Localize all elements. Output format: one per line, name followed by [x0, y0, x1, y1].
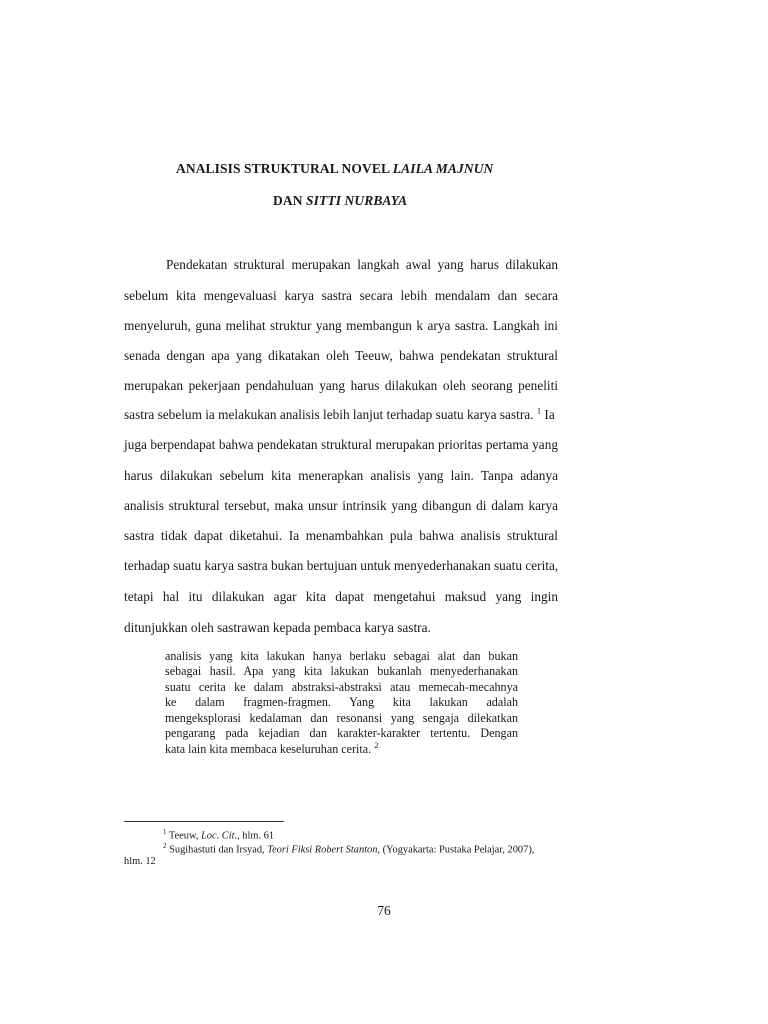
footnote-1-italic: Loc. Cit: [201, 830, 235, 842]
footnote-1-text-after: ., hlm. 61: [234, 830, 275, 842]
paragraph-line: senada dengan apa yang dikatakan oleh Teeuw, bahwa pendekatan struktural: [124, 348, 558, 363]
paragraph-line-tail: Ia: [544, 407, 555, 422]
quote-line: ke dalam fragmen-fragmen. Yang kita lakukan adalah: [165, 695, 518, 709]
paragraph-line: harus dilakukan sebelum kita menerapkan analisis yang lain. Tanpa adanya: [124, 468, 558, 483]
title-line-1-italic: LAILA MAJNUN: [392, 161, 494, 176]
paragraph-line: terhadap suatu karya sastra bukan bertujuan untuk menyederhanakan suatu cerita,: [124, 558, 559, 573]
footnote-reference-2: 2: [374, 739, 379, 750]
paragraph-line: merupakan pekerjaan pendahuluan yang harus dilakukan oleh seorang peneliti: [124, 378, 558, 393]
footnote-2-italic: Teori Fiksi Robert Stanton: [267, 844, 378, 856]
paragraph-line: juga berpendapat bahwa pendekatan struktural merupakan prioritas pertama yang: [124, 437, 558, 452]
quote-line-text: kata lain kita membaca keseluruhan cerita.: [165, 742, 372, 756]
title-line-1-text: ANALISIS STRUKTURAL NOVEL: [176, 161, 390, 176]
footnote-1-mark: 1: [163, 828, 167, 836]
footnote-2: [163, 840, 534, 856]
paragraph-line: analisis struktural tersebut, maka unsur intrinsik yang dibangun di dalam karya: [124, 498, 558, 513]
footnote-1-text-before: Teeuw,: [168, 830, 199, 842]
quote-line-with-footnote: [165, 739, 518, 756]
paragraph-line: menyeluruh, guna melihat struktur yang membangun k arya sastra. Langkah ini: [124, 318, 558, 333]
footnote-separator: [124, 821, 284, 822]
paragraph-line: sastra tidak dapat diketahui. Ia menambahkan pula bahwa analisis struktural: [124, 528, 558, 543]
title-line-2-text: DAN: [273, 193, 303, 208]
quote-line: mengeksplorasi kedalaman dan resonansi yang sengaja dilekatkan: [165, 711, 518, 725]
quote-line: pengarang pada kejadian dan karakter-karakter tertentu. Dengan: [165, 726, 518, 740]
paragraph-line: sebelum kita mengevaluasi karya sastra secara lebih mendalam dan secara: [124, 288, 558, 303]
paragraph-line-with-footnote: [124, 407, 558, 423]
footnote-2-text-before: Sugihastuti dan Irsyad,: [169, 844, 265, 856]
title-line-2-italic: SITTI NURBAYA: [306, 193, 408, 208]
quote-line: analisis yang kita lakukan hanya berlaku sebagai alat dan bukan: [165, 649, 518, 663]
page-number: 76: [377, 903, 391, 918]
footnote-2-continuation: hlm. 12: [124, 856, 156, 867]
footnote-2-mark: 2: [163, 842, 167, 850]
paragraph-line-text: sastra sebelum ia melakukan analisis lebih lanjut terhadap suatu karya sastra.: [124, 407, 534, 422]
title-line-2: [273, 193, 407, 209]
footnote-2-text-after: , (Yogyakarta: Pustaka Pelajar, 2007),: [377, 844, 535, 856]
paragraph-line: ditunjukkan oleh sastrawan kepada pembaca karya sastra.: [124, 620, 431, 635]
quote-line: suatu cerita ke dalam abstraksi-abstraksi atau memecah-mecahnya: [165, 680, 518, 694]
paragraph-line: Pendekatan struktural merupakan langkah awal yang harus dilakukan: [166, 257, 558, 272]
title-line-1: [176, 161, 493, 177]
quote-line: sebagai hasil. Apa yang kita lakukan bukanlah menyederhanakan: [165, 664, 518, 678]
paragraph-line: tetapi hal itu dilakukan agar kita dapat mengetahui maksud yang ingin: [124, 589, 558, 604]
footnote-reference-1: 1: [536, 405, 542, 416]
